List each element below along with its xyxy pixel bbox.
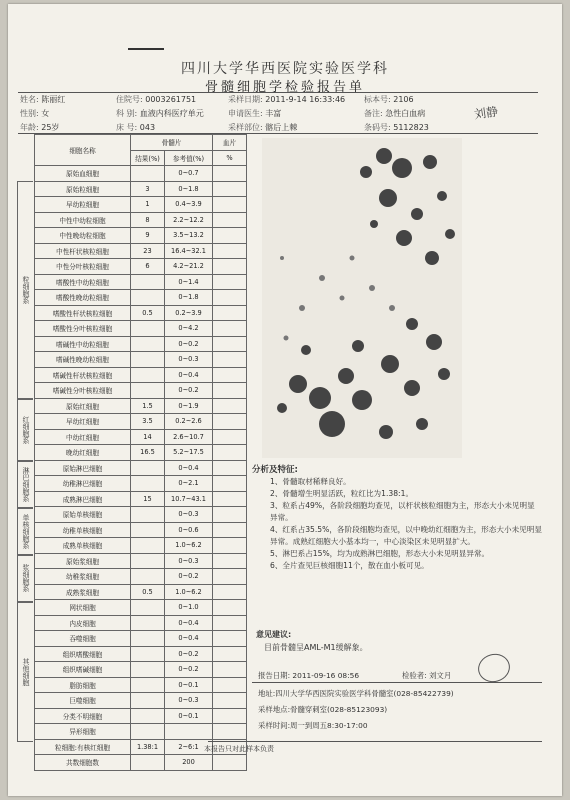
cell-name: 共数细胞数	[35, 755, 131, 771]
patient-id-field: 住院号: 0003261751	[116, 95, 197, 104]
cell-name: 组织嗜酸细胞	[35, 646, 131, 662]
cell-reference: 16.4~32.1	[165, 243, 213, 259]
cell-reference: 0~0.2	[165, 383, 213, 399]
table-row	[35, 259, 247, 275]
table-row	[35, 290, 247, 306]
cell-reference: 2.6~10.7	[165, 429, 213, 445]
cell-blood	[213, 305, 247, 321]
doctor-field: 申请医生: 丰富	[228, 109, 282, 118]
cell-reference: 0~2.1	[165, 476, 213, 492]
cell-name: 幼稚淋巴细胞	[35, 476, 131, 492]
cell-name: 幼稚单核细胞	[35, 522, 131, 538]
cell-name: 中性杆状核粒细胞	[35, 243, 131, 259]
disclaimer: 本报告只对此样本负责	[204, 745, 274, 753]
table-row	[35, 352, 247, 368]
table-row	[35, 321, 247, 337]
cell-blood	[213, 383, 247, 399]
cell-blood	[213, 197, 247, 213]
cell-blood	[213, 367, 247, 383]
cell-blood	[213, 460, 247, 476]
cell-reference: 0~0.4	[165, 631, 213, 647]
cell-result	[131, 693, 165, 709]
cell-blood	[213, 491, 247, 507]
cell-result: 3.5	[131, 414, 165, 430]
cell-blood	[213, 181, 247, 197]
analysis-line: 4、红系占35.5%，各阶段细胞均查见，以中晚幼红细胞为主，形态大小未见明显异常。成熟红细胞大小基本均一，中心淡染区未见明显扩大。	[270, 525, 542, 546]
cell-reference: 1.0~6.2	[165, 584, 213, 600]
cell-result	[131, 677, 165, 693]
cell-reference: 1.0~6.2	[165, 538, 213, 554]
cell-reference: 10.7~43.1	[165, 491, 213, 507]
cell-result: 6	[131, 259, 165, 275]
table-row	[35, 414, 247, 430]
patient-sex-field: 性别: 女	[20, 109, 50, 118]
cell-result	[131, 274, 165, 290]
cell-blood	[213, 584, 247, 600]
remark-field: 备注: 急性白血病	[364, 109, 426, 118]
cell-result	[131, 290, 165, 306]
cell-blood	[213, 445, 247, 461]
cell-name: 异形细胞	[35, 724, 131, 740]
table-row	[35, 228, 247, 244]
cell-blood	[213, 212, 247, 228]
cell-reference: 0~0.2	[165, 336, 213, 352]
table-row	[35, 398, 247, 414]
table-row	[35, 600, 247, 616]
cell-result: 0.5	[131, 584, 165, 600]
hospital-name: 四川大学华西医院实验医学科	[181, 61, 389, 77]
cell-name: 原始淋巴细胞	[35, 460, 131, 476]
table-row	[35, 755, 247, 771]
cell-name: 原始单核细胞	[35, 507, 131, 523]
table-row	[35, 662, 247, 678]
cell-name: 巨噬细胞	[35, 693, 131, 709]
cell-name: 早幼粒细胞	[35, 197, 131, 213]
cell-result	[131, 553, 165, 569]
cell-name: 原始浆细胞	[35, 553, 131, 569]
table-row	[35, 336, 247, 352]
sampling-site-field: 采样部位: 髂后上棘	[228, 123, 298, 132]
cell-name: 脂肪细胞	[35, 677, 131, 693]
cell-blood	[213, 553, 247, 569]
cell-name: 成熟浆细胞	[35, 584, 131, 600]
table-row	[35, 445, 247, 461]
col-blood-pct: %	[213, 150, 247, 166]
cell-result	[131, 600, 165, 616]
cell-name: 晚幼红细胞	[35, 445, 131, 461]
cell-reference: 0~1.9	[165, 398, 213, 414]
cell-result: 8	[131, 212, 165, 228]
department-field: 科 别: 血液内科医疗单元	[116, 109, 204, 118]
cell-blood	[213, 693, 247, 709]
cell-reference: 0~0.1	[165, 677, 213, 693]
header-rule	[18, 92, 538, 93]
cell-result: 9	[131, 228, 165, 244]
cell-reference: 3.5~13.2	[165, 228, 213, 244]
cell-name: 中性中幼粒细胞	[35, 212, 131, 228]
table-row	[35, 460, 247, 476]
category-label: 其他细胞	[17, 602, 33, 742]
cell-result: 23	[131, 243, 165, 259]
report-sheet	[8, 4, 562, 796]
table-row	[35, 646, 247, 662]
cell-name: 嗜酸性晚幼粒细胞	[35, 290, 131, 306]
cell-reference	[165, 724, 213, 740]
col-cell-name: 细胞名称	[35, 135, 131, 166]
col-blood: 血片	[213, 135, 247, 151]
cell-reference: 0.4~3.9	[165, 197, 213, 213]
cell-name: 嗜碱性晚幼粒细胞	[35, 352, 131, 368]
table-row	[35, 367, 247, 383]
col-marrow: 骨髓片	[131, 135, 213, 151]
table-row	[35, 429, 247, 445]
patient-age-field: 年龄: 25岁	[20, 123, 60, 132]
cell-name: 原始红细胞	[35, 398, 131, 414]
cell-result	[131, 460, 165, 476]
cell-result	[131, 476, 165, 492]
cell-name: 嗜酸性分叶核粒细胞	[35, 321, 131, 337]
cell-result: 15	[131, 491, 165, 507]
sampling-hours-line: 采样时间:周一到周五8:30-17:00	[258, 721, 368, 730]
cell-reference: 2.2~12.2	[165, 212, 213, 228]
cell-blood	[213, 166, 247, 182]
analysis-line: 6、全片查见巨核细胞11个，散在血小板可见。	[270, 561, 429, 570]
cell-result	[131, 383, 165, 399]
cell-reference: 0~1.4	[165, 274, 213, 290]
cell-blood	[213, 321, 247, 337]
cell-reference: 0~0.4	[165, 460, 213, 476]
cell-name: 原始血细胞	[35, 166, 131, 182]
address-line: 地址:四川大学华西医院实验医学科骨髓室(028-85422739)	[258, 689, 454, 698]
analysis-title: 分析及特征:	[252, 465, 298, 475]
table-row	[35, 522, 247, 538]
category-label: 浆细胞系	[17, 555, 33, 602]
cell-name: 成熟淋巴细胞	[35, 491, 131, 507]
col-reference: 参考值(%)	[165, 150, 213, 166]
cell-reference: 0~1.0	[165, 600, 213, 616]
suggestion-section	[256, 628, 536, 654]
cell-blood	[213, 290, 247, 306]
cell-result	[131, 662, 165, 678]
cell-blood	[213, 274, 247, 290]
analysis-line: 1、骨髓取材稀释良好。	[270, 477, 351, 486]
cell-blood	[213, 398, 247, 414]
table-row	[35, 708, 247, 724]
category-label: 淋巴细胞系	[17, 461, 33, 508]
footer-rule	[252, 682, 542, 683]
sampling-place-line: 采样地点:骨髓穿刺室(028-85123093)	[258, 705, 388, 714]
cell-result: 0.5	[131, 305, 165, 321]
table-row	[35, 569, 247, 585]
cell-blood	[213, 336, 247, 352]
cell-name: 嗜酸性杆状核粒细胞	[35, 305, 131, 321]
cell-reference: 200	[165, 755, 213, 771]
cell-result	[131, 755, 165, 771]
cell-result	[131, 336, 165, 352]
table-row	[35, 584, 247, 600]
cell-result	[131, 615, 165, 631]
sample-no-field: 标本号: 2106	[364, 95, 414, 104]
cell-name: 中性分叶核粒细胞	[35, 259, 131, 275]
cell-reference: 0~0.6	[165, 522, 213, 538]
cell-result: 1.5	[131, 398, 165, 414]
table-row	[35, 693, 247, 709]
report-title: 骨髓细胞学检验报告单	[204, 80, 365, 95]
cell-name: 幼稚浆细胞	[35, 569, 131, 585]
bottom-rule	[208, 741, 542, 742]
col-result: 结果(%)	[131, 150, 165, 166]
cell-reference: 2~6:1	[165, 739, 213, 755]
decorative-dash	[128, 48, 164, 50]
cell-reference: 0~1.8	[165, 181, 213, 197]
table-row	[35, 274, 247, 290]
cell-reference: 0~4.2	[165, 321, 213, 337]
cell-result: 14	[131, 429, 165, 445]
cell-blood	[213, 708, 247, 724]
cell-reference: 5.2~17.5	[165, 445, 213, 461]
cell-name: 内皮细胞	[35, 615, 131, 631]
cell-reference: 4.2~21.2	[165, 259, 213, 275]
table-row	[35, 166, 247, 182]
table-row	[35, 476, 247, 492]
category-label: 粒细胞系	[17, 181, 33, 399]
handwritten-signature: 刘静	[473, 104, 499, 122]
cell-name: 成熟单核细胞	[35, 538, 131, 554]
cell-blood	[213, 631, 247, 647]
cell-blood	[213, 662, 247, 678]
bed-field: 床 号: 043	[116, 123, 156, 132]
reviewer-field: 检验者: 刘文月	[402, 671, 452, 680]
cell-name: 中性晚幼粒细胞	[35, 228, 131, 244]
category-label: 单核细胞系	[17, 508, 33, 555]
cell-reference: 0~0.4	[165, 615, 213, 631]
cell-reference: 0.2~3.9	[165, 305, 213, 321]
cell-name: 早幼红细胞	[35, 414, 131, 430]
cell-blood	[213, 600, 247, 616]
cell-blood	[213, 569, 247, 585]
table-row	[35, 538, 247, 554]
cell-result: 3	[131, 181, 165, 197]
cell-result	[131, 569, 165, 585]
table-row	[35, 631, 247, 647]
table-row	[35, 677, 247, 693]
cell-blood	[213, 677, 247, 693]
analysis-section	[252, 464, 542, 572]
cell-reference: 0~0.3	[165, 507, 213, 523]
table-row	[35, 305, 247, 321]
table-row	[35, 243, 247, 259]
cell-reference: 0~0.7	[165, 166, 213, 182]
cell-blood	[213, 755, 247, 771]
cell-reference: 0~0.3	[165, 352, 213, 368]
cell-blood	[213, 522, 247, 538]
cell-blood	[213, 228, 247, 244]
cell-name: 网状细胞	[35, 600, 131, 616]
analysis-line: 2、骨髓增生明显活跃，粒红比为1.38:1。	[270, 489, 414, 498]
cell-name: 吞噬细胞	[35, 631, 131, 647]
cell-name: 原始粒细胞	[35, 181, 131, 197]
cell-reference: 0~0.4	[165, 367, 213, 383]
analysis-line: 5、淋巴系占15%，均为成熟淋巴细胞，形态大小未见明显异常。	[270, 549, 490, 558]
category-label: 红细胞系	[17, 399, 33, 461]
cell-blood	[213, 724, 247, 740]
cell-count-table	[34, 134, 247, 771]
cell-reference: 0~1.8	[165, 290, 213, 306]
marrow-micrograph	[262, 138, 462, 458]
table-row	[35, 181, 247, 197]
cell-reference: 0~0.2	[165, 569, 213, 585]
cell-reference: 0.2~2.6	[165, 414, 213, 430]
table-row	[35, 615, 247, 631]
cell-name: 嗜碱性中幼粒细胞	[35, 336, 131, 352]
sampling-date-field: 采样日期: 2011-9-14 16:33:46	[228, 95, 346, 104]
cell-reference: 0~0.3	[165, 693, 213, 709]
cell-result	[131, 538, 165, 554]
cell-blood	[213, 414, 247, 430]
cell-reference: 0~0.1	[165, 708, 213, 724]
cell-result: 16.5	[131, 445, 165, 461]
table-row	[35, 507, 247, 523]
cell-result	[131, 708, 165, 724]
cell-name: 组织嗜碱细胞	[35, 662, 131, 678]
analysis-line: 3、粒系占49%，各阶段细胞均查见，以杆状核粒细胞为主，形态大小未见明显异常。	[270, 501, 535, 522]
cell-blood	[213, 243, 247, 259]
cell-result	[131, 646, 165, 662]
cell-blood	[213, 615, 247, 631]
cell-blood	[213, 538, 247, 554]
cell-name: 嗜碱性分叶核粒细胞	[35, 383, 131, 399]
cell-blood	[213, 429, 247, 445]
cell-reference: 0~0.3	[165, 553, 213, 569]
barcode-field: 条码号: 5112823	[364, 123, 429, 132]
reviewer-seal	[475, 650, 513, 685]
cell-name: 中幼红细胞	[35, 429, 131, 445]
cell-name: 粒细胞:有核红细胞	[35, 739, 131, 755]
table-row	[35, 553, 247, 569]
cell-reference: 0~0.2	[165, 646, 213, 662]
cell-result	[131, 631, 165, 647]
cell-result: 1.38:1	[131, 739, 165, 755]
table-row	[35, 491, 247, 507]
cell-blood	[213, 476, 247, 492]
table-row	[35, 197, 247, 213]
cell-blood	[213, 646, 247, 662]
cell-result: 1	[131, 197, 165, 213]
cell-result	[131, 367, 165, 383]
table-row	[35, 383, 247, 399]
patient-name-field: 姓名: 陈丽红	[20, 95, 66, 104]
suggestion-text: 目前骨髓呈AML-M1缓解象。	[264, 643, 368, 652]
cell-name: 嗜碱性杆状核粒细胞	[35, 367, 131, 383]
cell-result	[131, 321, 165, 337]
table-row	[35, 724, 247, 740]
table-row	[35, 212, 247, 228]
cell-result	[131, 352, 165, 368]
cell-result	[131, 724, 165, 740]
cell-result	[131, 166, 165, 182]
cell-reference: 0~0.2	[165, 662, 213, 678]
cell-result	[131, 522, 165, 538]
cell-blood	[213, 507, 247, 523]
cell-blood	[213, 259, 247, 275]
cell-result	[131, 507, 165, 523]
cell-name: 分类不明细胞	[35, 708, 131, 724]
cell-blood	[213, 352, 247, 368]
suggestion-title: 意见建议:	[256, 630, 292, 639]
cell-name: 嗜酸性中幼粒细胞	[35, 274, 131, 290]
report-date-field: 报告日期: 2011-09-16 08:56	[258, 671, 360, 680]
